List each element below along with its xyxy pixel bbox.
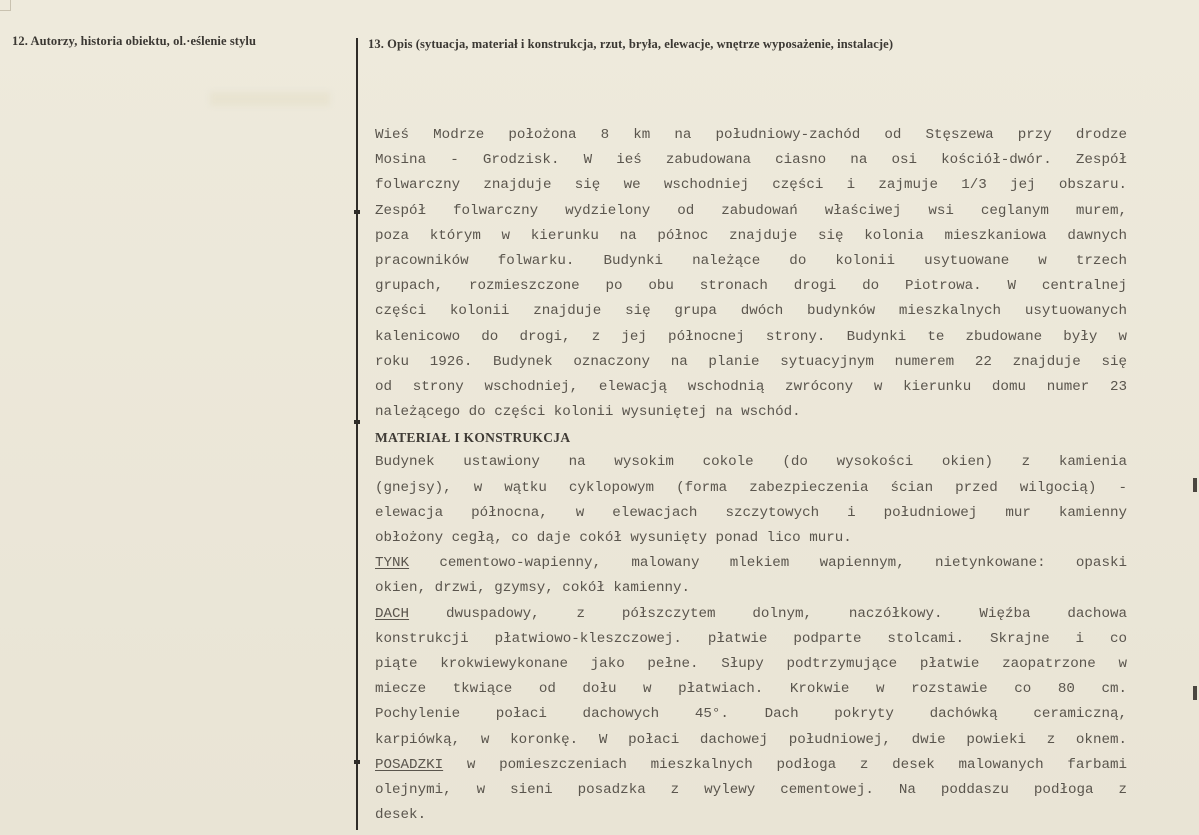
text-line: od strony wschodniej, elewacją wschodnią zwrócony w kierunku domu numer 23: [375, 378, 1127, 395]
material-heading: MATERIAŁ I KONSTRUKCJA: [375, 430, 571, 446]
corner-mark: [0, 0, 11, 11]
text-line: należącego do części kolonii wysuniętej na wschód.: [375, 404, 801, 421]
text-line: pracowników folwarku. Budynki należące do kolonii usytuowane w trzech: [375, 252, 1127, 269]
text-line: okien, drzwi, gzymsy, cokół kamienny.: [375, 580, 691, 597]
description-body: [375, 123, 1127, 828]
column-divider: [356, 38, 358, 830]
text-line: desek.: [375, 807, 427, 824]
text-line: folwarczny znajduje się we wschodniej części i zajmuje 1/3 jej obszaru.: [375, 177, 1127, 194]
text-line: miecze tkwiące od dołu w płatwiach. Krokwie w rozstawie co 80 cm.: [375, 681, 1127, 698]
text-line: kalenicowo do drogi, z jej północnej strony. Budynki te zbudowane były w: [375, 328, 1127, 345]
text-line: Wieś Modrze położona 8 km na południowy-zachód od Stęszewa przy drodze: [375, 127, 1127, 143]
text-line: piąte krokwiewykonane jako pełne. Słupy podtrzymujące płatwie zaopatrzone w: [375, 655, 1127, 672]
text-line: karpiówką, w koronkę. W połaci dachowej południowej, dwie powieki z oknem.: [375, 731, 1127, 748]
text-line: części kolonii znajduje się grupa dwóch budynków mieszkalnych usytuowanych: [375, 303, 1127, 320]
text-line: Pochylenie połaci dachowych 45°. Dach pokryty dachówką ceramiczną,: [375, 706, 1127, 723]
dach-keyword: DACH: [375, 605, 410, 622]
posadzki-line: [375, 753, 1127, 778]
text-line: roku 1926. Budynek oznaczony na planie sytuacyjnym numerem 22 znajduje się: [375, 353, 1127, 370]
text-line: Zespół folwarczny wydzielony od zabudowań właściwej wsi ceglanym murem,: [375, 202, 1127, 219]
posadzki-text: w pomieszczeniach mieszkalnych podłoga z desek malowanych farbami: [443, 756, 1127, 773]
section-12-title: 12. Autorzy, historia obiektu, ol.·eślenie stylu: [12, 34, 257, 48]
section-13-title: 13. Opis (sytuacja, materiał i konstrukcja, rzut, bryła, elewacje, wnętrze wyposażenie, instalacje): [368, 37, 894, 51]
text-line: Budynek ustawiony na wysokim cokole (do wysokości okien) z kamienia: [375, 454, 1127, 471]
tynk-keyword: TYNK: [375, 555, 410, 572]
faint-stamp-trace: [210, 92, 330, 106]
divider-tick: [354, 760, 360, 764]
edge-mark: [1193, 686, 1197, 700]
text-line: poza którym w kierunku na północ znajduje się kolonia mieszkaniowa dawnych: [375, 227, 1127, 244]
dach-text: dwuspadowy, z półszczytem dolnym, naczółkowy. Więźba dachowa: [409, 605, 1127, 622]
text-line: konstrukcji płatwiowo-kleszczowej. płatwie podparte stolcami. Skrajne i co: [375, 630, 1127, 647]
text-line: (gnejsy), w wątku cyklopowym (forma zabezpieczenia ścian przed wilgocią) -: [375, 479, 1127, 496]
divider-tick: [354, 210, 360, 214]
posadzki-keyword: POSADZKI: [375, 756, 444, 773]
tynk-text: cementowo-wapienny, malowany mlekiem wapiennym, nietynkowane: opaski: [409, 555, 1127, 572]
dach-line: [375, 602, 1127, 627]
edge-mark: [1193, 478, 1197, 492]
text-line: obłożony cegłą, co daje cokół wysunięty ponad lico muru.: [375, 530, 852, 546]
text-line: grupach, rozmieszczone po obu stronach drogi do Piotrowa. W centralnej: [375, 278, 1127, 295]
text-line: elewacja północna, w elewacjach szczytowych i południowej mur kamienny: [375, 504, 1127, 521]
tynk-line: [375, 551, 1127, 576]
divider-tick: [354, 420, 360, 424]
text-line: Mosina - Grodzisk. W ieś zabudowana ciasno na osi kościół-dwór. Zespół: [375, 152, 1127, 169]
text-line: olejnymi, w sieni posadzka z wylewy cementowej. Na poddaszu podłoga z: [375, 781, 1127, 798]
